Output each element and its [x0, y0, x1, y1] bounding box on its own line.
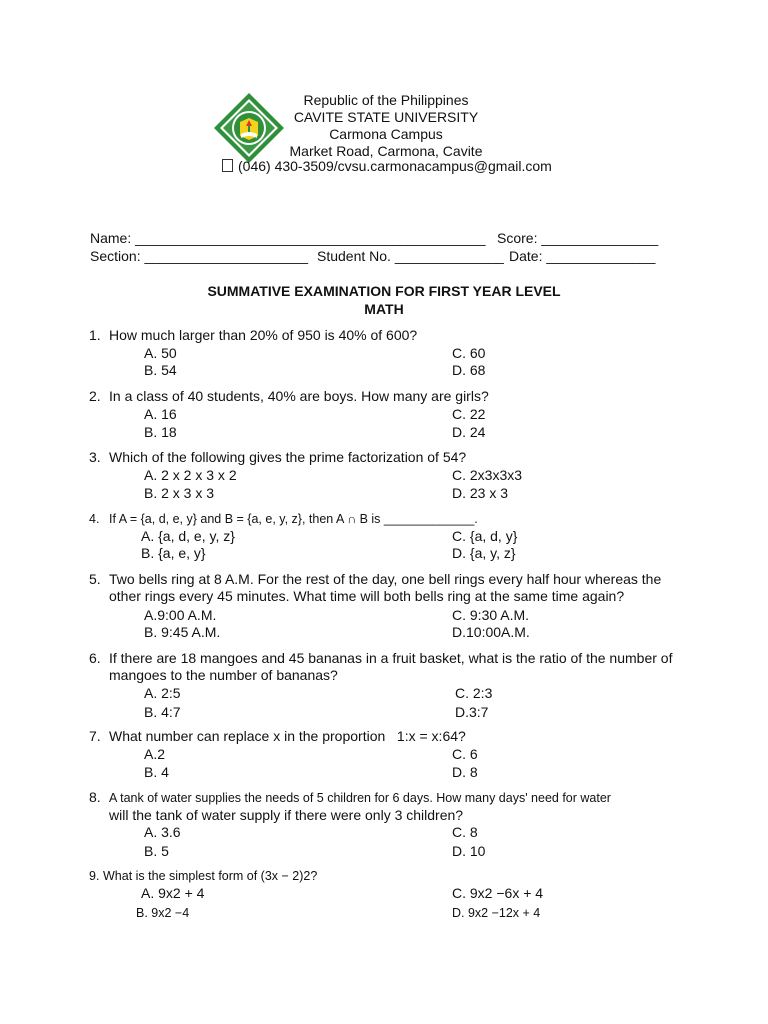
q5-option-b[interactable]: B. 9:45 A.M. [144, 624, 221, 640]
question-text: Which of the following gives the prime factorization of 54? [109, 449, 467, 465]
q5-option-c[interactable]: C. 9:30 A.M. [452, 607, 530, 623]
question-6 [89, 650, 709, 684]
q9-option-c[interactable]: C. 9x2 −6x + 4 [452, 885, 544, 901]
q9-option-b[interactable]: B. 9x2 −4 [136, 906, 190, 920]
question-7 [89, 728, 689, 745]
q2-option-d[interactable]: D. 24 [452, 424, 486, 440]
question-text: In a class of 40 students, 40% are boys. How many are girls? [109, 388, 489, 404]
question-number: 7. [89, 728, 101, 744]
header-address: Market Road, Carmona, Cavite [289, 143, 483, 159]
name-field[interactable]: Name: _____________________________________________ [90, 230, 486, 246]
q9-option-a[interactable]: A. 9x2 + 4 [141, 885, 205, 901]
question-2 [89, 388, 689, 405]
q4-option-c[interactable]: C. {a, d, y} [452, 528, 518, 544]
exam-subject: MATH [364, 301, 404, 317]
header-university: CAVITE STATE UNIVERSITY [293, 109, 479, 125]
q8-option-b[interactable]: B. 5 [144, 843, 169, 859]
q1-option-b[interactable]: B. 54 [144, 362, 177, 378]
question-number: 2. [89, 388, 101, 404]
q9-option-d[interactable]: D. 9x2 −12x + 4 [452, 906, 541, 920]
q1-option-d[interactable]: D. 68 [452, 362, 486, 378]
q8-option-a[interactable]: A. 3.6 [144, 824, 181, 840]
header-contact [222, 158, 552, 175]
q7-option-b[interactable]: B. 4 [144, 764, 169, 780]
question-number: 6. [89, 650, 101, 666]
q7-option-a[interactable]: A.2 [144, 746, 166, 762]
question-1 [89, 327, 689, 344]
q6-option-d[interactable]: D.3:7 [455, 704, 489, 720]
q7-option-d[interactable]: D. 8 [452, 764, 478, 780]
question-text: If there are 18 mangoes and 45 bananas in a fruit basket, what is the ratio of the number of [109, 650, 673, 666]
question-number: 8. [89, 789, 101, 805]
question-text: If A = {a, d, e, y} and B = {a, e, y, z}, then A ∩ B is _____________. [109, 512, 478, 526]
question-number: 5. [89, 571, 101, 587]
q3-option-b[interactable]: B. 2 x 3 x 3 [144, 485, 215, 501]
q4-option-b[interactable]: B. {a, e, y} [141, 545, 206, 561]
question-number: 9. [89, 869, 100, 883]
exam-title: SUMMATIVE EXAMINATION FOR FIRST YEAR LEVEL [207, 283, 561, 299]
question-text-cont: other rings every 45 minutes. What time will both bells ring at the same time again? [109, 588, 625, 604]
question-text: What number can replace x in the proportion 1:x = x:64? [109, 728, 466, 744]
question-3 [89, 449, 689, 466]
question-text: A tank of water supplies the needs of 5 children for 6 days. How many days' need for water [109, 791, 611, 805]
score-field[interactable]: Score: _______________ [497, 230, 659, 246]
question-4 [89, 511, 689, 528]
university-seal-logo [213, 92, 285, 164]
question-text: Two bells ring at 8 A.M. For the rest of the day, one bell rings every half hour whereas the [109, 571, 662, 587]
university-header [286, 92, 486, 160]
question-text-cont: mangoes to the number of bananas? [109, 667, 338, 683]
header-campus: Carmona Campus [329, 126, 443, 142]
q2-option-b[interactable]: B. 18 [144, 424, 177, 440]
question-number: 4. [89, 512, 100, 526]
student-no-field[interactable]: Student No. ______________ [317, 248, 504, 264]
q1-option-a[interactable]: A. 50 [144, 345, 177, 361]
question-number: 1. [89, 327, 101, 343]
q6-option-b[interactable]: B. 4:7 [144, 704, 181, 720]
question-text: How much larger than 20% of 950 is 40% of 600? [109, 327, 418, 343]
q8-option-c[interactable]: C. 8 [452, 824, 478, 840]
header-republic: Republic of the Philippines [303, 92, 469, 108]
question-number: 3. [89, 449, 101, 465]
q3-option-c[interactable]: C. 2x3x3x3 [452, 467, 523, 483]
q6-option-c[interactable]: C. 2:3 [455, 685, 493, 701]
q5-option-a[interactable]: A.9:00 A.M. [144, 607, 217, 623]
q3-option-d[interactable]: D. 23 x 3 [452, 485, 509, 501]
question-9 [89, 868, 689, 885]
q7-option-c[interactable]: C. 6 [452, 746, 478, 762]
question-8 [89, 789, 709, 824]
q4-option-d[interactable]: D. {a, y, z} [452, 545, 516, 561]
q8-option-d[interactable]: D. 10 [452, 843, 486, 859]
question-text-cont: will the tank of water supply if there were only 3 children? [109, 807, 464, 823]
q5-option-d[interactable]: D.10:00A.M. [452, 624, 530, 640]
q2-option-a[interactable]: A. 16 [144, 406, 177, 422]
question-text: What is the simplest form of (3x − 2)2? [103, 869, 318, 883]
q1-option-c[interactable]: C. 60 [452, 345, 486, 361]
phone-icon [222, 159, 233, 172]
q2-option-c[interactable]: C. 22 [452, 406, 486, 422]
q6-option-a[interactable]: A. 2:5 [144, 685, 181, 701]
date-field[interactable]: Date: ______________ [509, 248, 656, 264]
contact-text: (046) 430-3509/cvsu.carmonacampus@gmail.com [238, 158, 552, 174]
q4-option-a[interactable]: A. {a, d, e, y, z} [141, 528, 235, 544]
section-field[interactable]: Section: _____________________ [90, 248, 308, 264]
q3-option-a[interactable]: A. 2 x 2 x 3 x 2 [144, 467, 237, 483]
question-5 [89, 571, 709, 605]
